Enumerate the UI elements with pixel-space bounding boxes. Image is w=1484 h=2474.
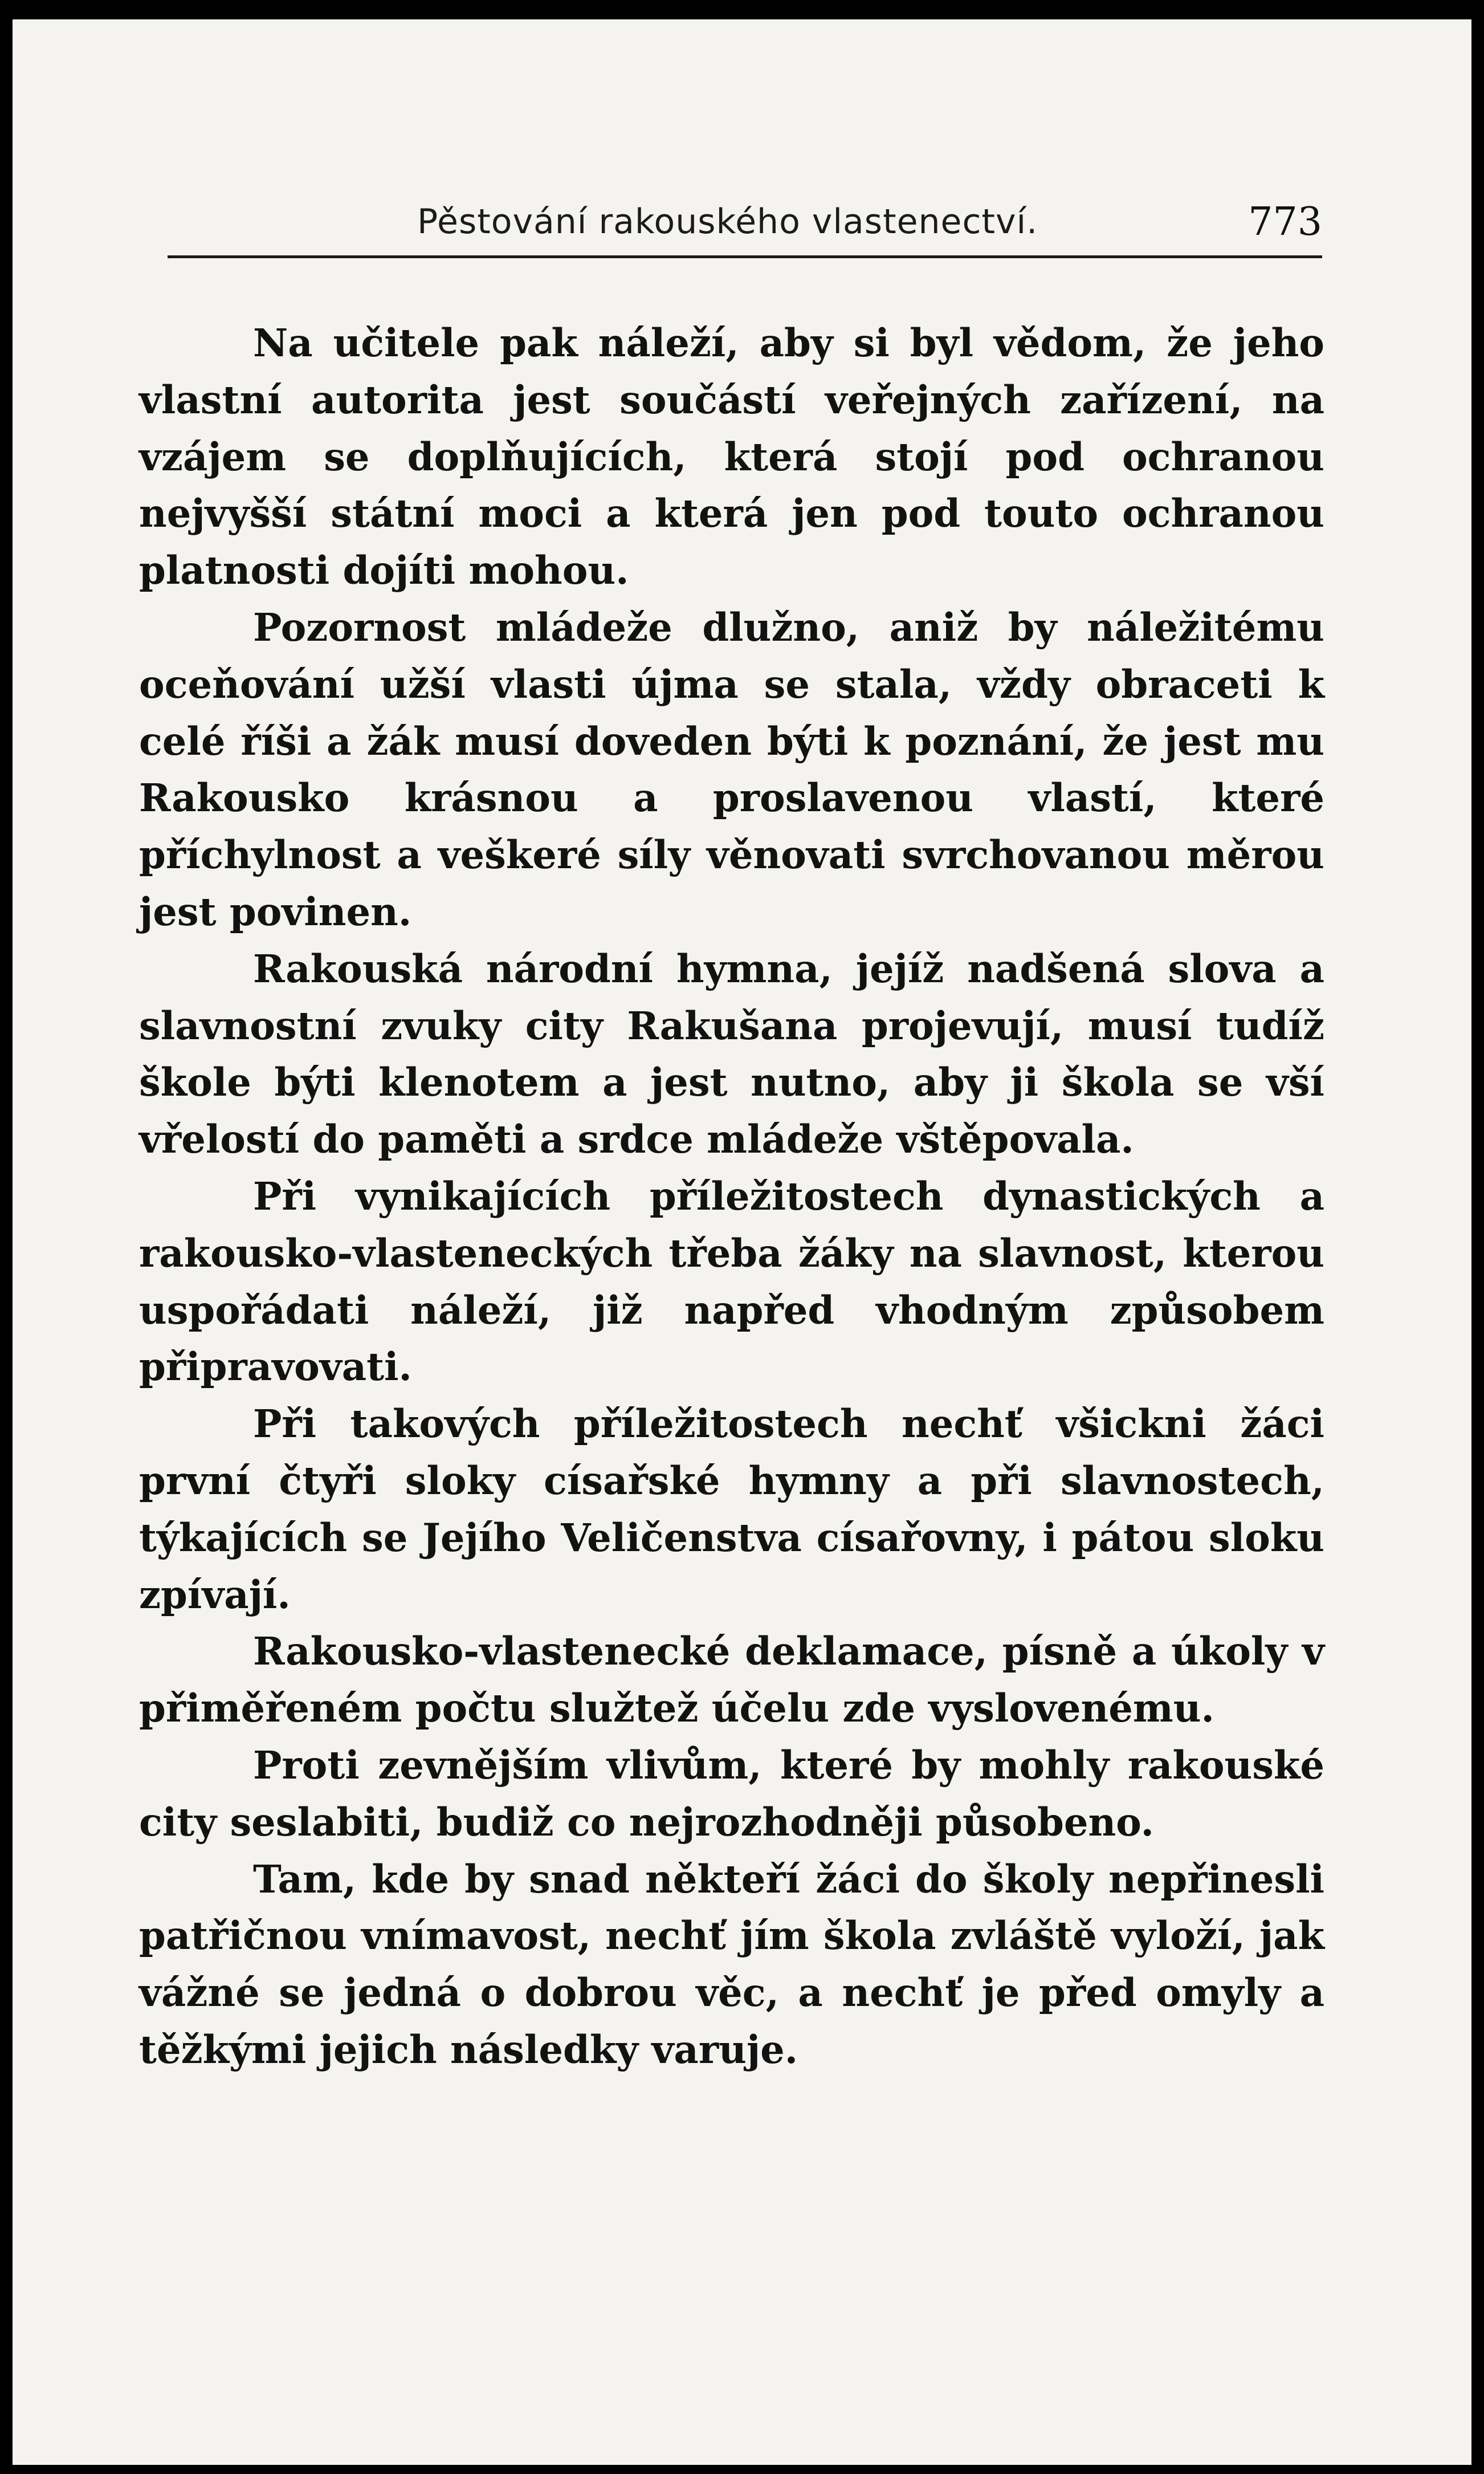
page-header [155, 179, 1322, 259]
paragraph-5: Při takových příležitostech nechť všickni žáci první čtyři sloky císařské hymny a při slavnostech, týkajících se Jejího Veličenstva císařovny, i pátou sloku zpívají. [139, 1401, 1324, 1617]
paragraph-4: Při vynikajících příležitostech dynastických a rakousko-vlasteneckých třeba žáky na slavnost, kterou uspořádati náleží, již napřed vhodným způsobem připravovati. [139, 1173, 1324, 1390]
paragraph-6: Rakousko-vlastenecké deklamace, písně a úkoly v přiměřeném počtu služtež účelu zde vyslovenému. [139, 1629, 1324, 1731]
page-number: 773 [1248, 200, 1322, 245]
paragraph-1: Na učitele pak náleží, aby si byl vědom, že jeho vlastní autorita jest součástí veřejných zařízení, na vzájem se doplňujících, která stojí pod ochranou nejvyšší státní moci a která jen pod touto ochranou platnosti dojíti mohou. [139, 320, 1324, 593]
paragraph-8: Tam, kde by snad někteří žáci do školy nepřinesli patřičnou vnímavost, nechť jím škola zvláště vyloží, jak vážné se jedná o dobrou věc, a nechť je před omyly a těžkými jejich následky varuje. [139, 1856, 1324, 2072]
running-title: Pěstování rakouského vlastenectví. [417, 202, 1038, 242]
body-text [139, 315, 1324, 2078]
paragraph-2: Pozornost mládeže dlužno, aniž by náležitému oceňování užší vlasti újma se stala, vždy obraceti k celé říši a žák musí doveden býti k poznání, že jest mu Rakousko krásnou a proslavenou vlastí, které příchylnost a veškeré síly věnovati svrchovanou měrou jest povinen. [139, 604, 1324, 934]
paragraph-7: Proti zevnějším vlivům, které by mohly rakouské city seslabiti, budiž co nejrozhodněji působeno. [139, 1742, 1324, 1845]
book-page [13, 19, 1471, 2465]
paragraph-3: Rakouská národní hymna, jejíž nadšená slova a slavnostní zvuky city Rakušana projevují, musí tudíž škole býti klenotem a jest nutno, aby ji škola se vší vřelostí do paměti a srdce mládeže vštěpovala. [139, 946, 1324, 1162]
header-rule [168, 255, 1322, 258]
